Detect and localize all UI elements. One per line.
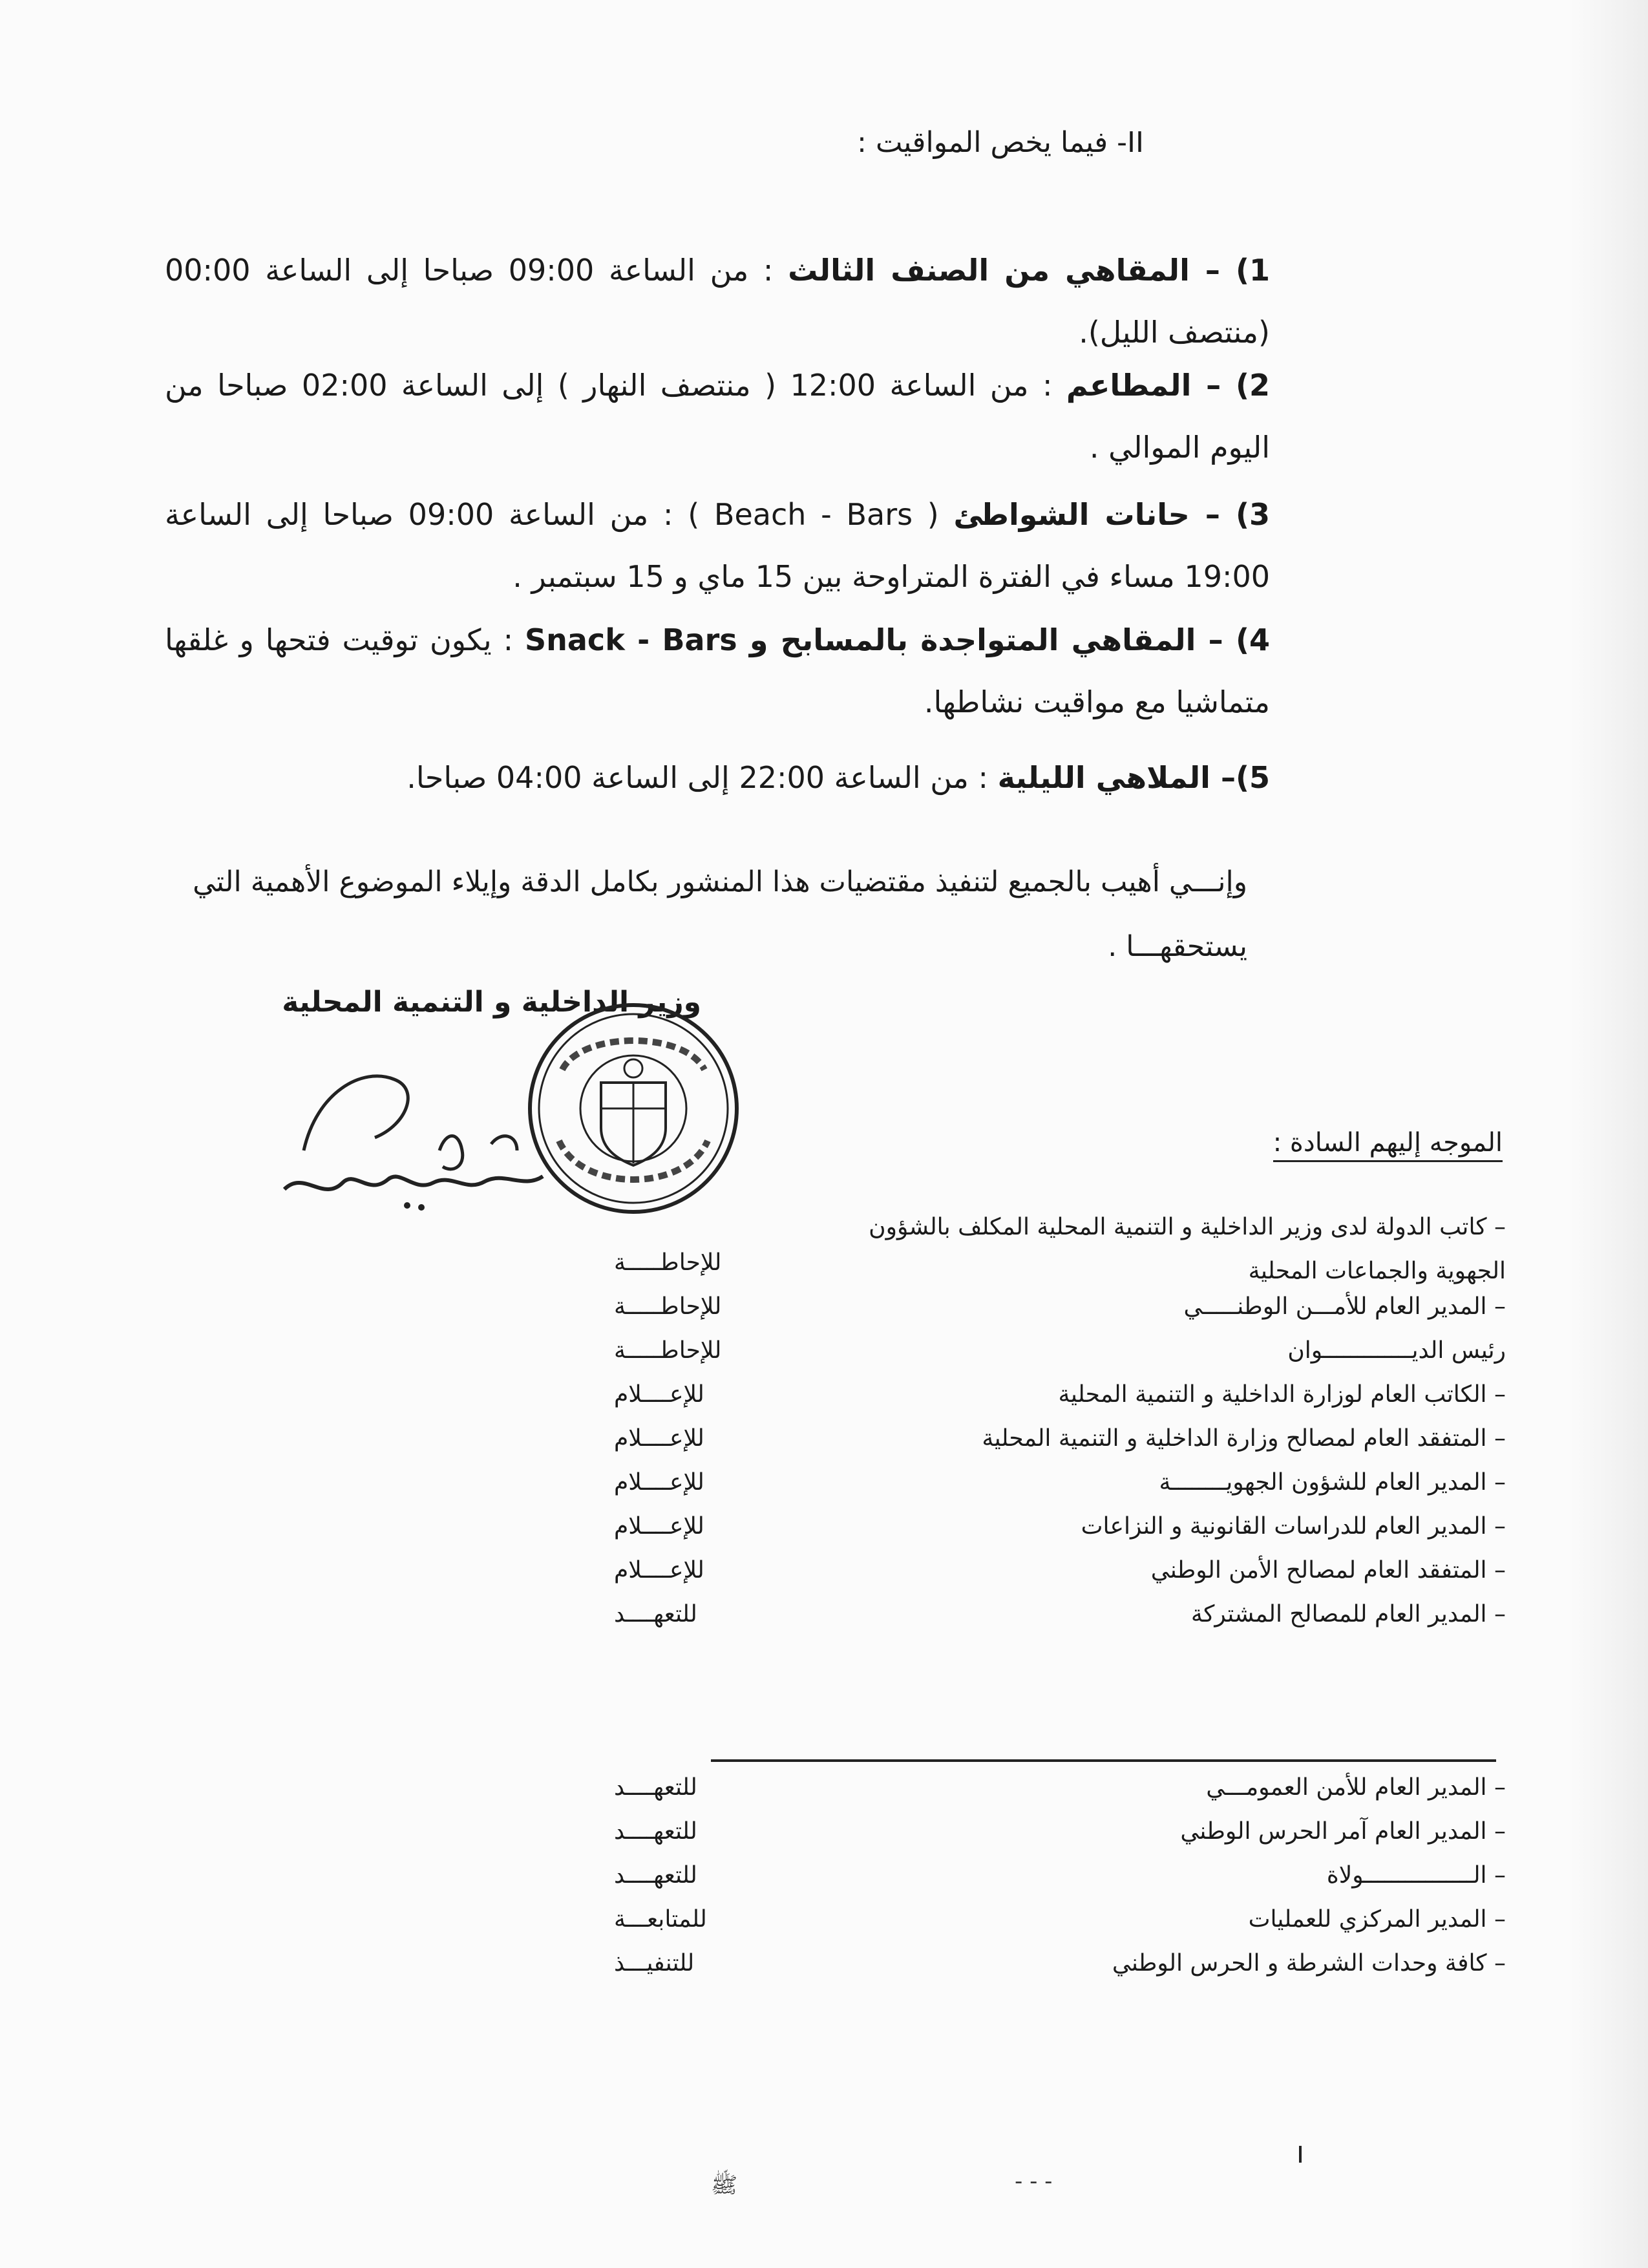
recipient-action: للإحاطـــــة [614, 1293, 722, 1320]
handwritten-signature [246, 1054, 569, 1222]
recipient-action: للتعهــــد [614, 1774, 697, 1801]
recipient-action: للإعــــلام [614, 1381, 704, 1408]
footer-mark: ﷺ [711, 2172, 738, 2198]
recipient-label: – كافة وحدات الشرطة و الحرس الوطني [1112, 1950, 1506, 1977]
schedule-item-2-title: 2) – المطاعم [1066, 368, 1271, 403]
footer-tick [1299, 2146, 1302, 2163]
recipient-label: – المدير العام للمصالح المشتركة [1190, 1601, 1506, 1627]
recipient-row [614, 1862, 1506, 1906]
recipient-label: – المدير العام للأمن العمومـــي [1206, 1774, 1506, 1801]
recipients-title: الموجه إليهم السادة : [1273, 1128, 1503, 1162]
recipient-action: للإعــــلام [614, 1469, 704, 1496]
page-fold-shadow [1570, 0, 1648, 2268]
section-heading: II- فيما يخص المواقيت : [857, 126, 1144, 159]
schedule-item-2-text: : من الساعة 12:00 ( منتصف النهار ) إلى الساعة 02:00 صباحا من اليوم الموالي . [165, 368, 1270, 465]
recipient-label: – كاتب الدولة لدى وزير الداخلية و التنمية المحلية المكلف بالشؤون الجهوية والجماعات المحلية [869, 1214, 1506, 1284]
recipient-row [614, 1469, 1506, 1513]
recipient-label: – المتفقد العام لمصالح الأمن الوطني [1150, 1557, 1506, 1584]
recipient-action: للتعهــــد [614, 1601, 697, 1627]
recipient-label: – المدير المركزي للعمليات [1248, 1906, 1506, 1933]
footer-dash: - - - [1015, 2168, 1053, 2194]
recipients-list-2 [614, 1774, 1506, 1994]
recipient-row [614, 1381, 1506, 1425]
schedule-item-1-title: 1) – المقاهي من الصنف الثالث [788, 253, 1270, 288]
recipient-action: للتعهــــد [614, 1818, 697, 1845]
recipient-row [614, 1337, 1506, 1381]
recipient-row [614, 1818, 1506, 1862]
minister-title: وزير الداخلية و التنمية المحلية [282, 986, 701, 1019]
official-seal [523, 999, 743, 1218]
recipient-label: – المدير العام آمر الحرس الوطني [1180, 1818, 1506, 1845]
recipient-row [614, 1293, 1506, 1337]
recipient-label: – الــــــــــــــــولاة [1326, 1862, 1506, 1889]
schedule-item-3-text: ( Beach - Bars ) : من الساعة 09:00 صباحا إلى الساعة 19:00 مساء في الفترة المتراوحة بين 15 ماي و 15 سبتمبر . [165, 497, 1270, 594]
schedule-item-1-text: : من الساعة 09:00 صباحا إلى الساعة 00:00 (منتصف الليل). [165, 253, 1270, 350]
schedule-item-4 [165, 609, 1270, 733]
schedule-item-5 [165, 747, 1270, 809]
recipient-row [614, 1205, 1506, 1293]
recipient-row [614, 1425, 1506, 1469]
closing-paragraph: وإنـــي أهيب بالجميع لتنفيذ مقتضيات هذا المنشور بكامل الدقة وإيلاء الموضوع الأهمية التي يستحقهـــا . [193, 865, 1247, 963]
recipient-action: للإحاطـــــة [614, 1249, 722, 1276]
schedule-item-2 [165, 354, 1270, 478]
schedule-item-1 [165, 239, 1270, 363]
recipient-row [614, 1950, 1506, 1994]
recipient-label: – المدير العام للدراسات القانونية و النزاعات [1081, 1513, 1506, 1540]
schedule-item-3 [165, 483, 1270, 608]
schedule-item-4-title: 4) – المقاهي المتواجدة بالمسابح و Snack - Bars [525, 622, 1271, 657]
schedule-item-5-text: : من الساعة 22:00 إلى الساعة 04:00 صباحا. [407, 760, 989, 795]
recipient-action: للإحاطـــــة [614, 1337, 722, 1364]
recipient-label: – المدير العام للشؤون الجهويــــــــة [1159, 1469, 1506, 1496]
recipient-row [614, 1557, 1506, 1601]
recipient-label: – الكاتب العام لوزارة الداخلية و التنمية المحلية [1058, 1381, 1506, 1408]
schedule-item-5-title: 5)– الملاهي الليلية [997, 760, 1270, 795]
recipient-label: – المدير العام للأمـــن الوطنـــــي [1183, 1293, 1506, 1320]
recipients-divider [711, 1759, 1496, 1762]
recipient-row [614, 1513, 1506, 1557]
recipients-list [614, 1205, 1506, 1645]
recipient-action: للإعــــلام [614, 1425, 704, 1452]
recipient-row [614, 1601, 1506, 1645]
recipient-label: – المتفقد العام لمصالح وزارة الداخلية و التنمية المحلية [982, 1425, 1506, 1452]
schedule-item-3-title: 3) – حانات الشواطئ [953, 497, 1270, 532]
recipient-row [614, 1906, 1506, 1950]
recipient-action: للتعهــــد [614, 1862, 697, 1889]
recipient-action: للتنفيـــذ [614, 1950, 695, 1977]
recipient-action: للإعــــلام [614, 1513, 704, 1540]
recipient-action: للمتابعـــة [614, 1906, 707, 1933]
recipient-action: للإعــــلام [614, 1557, 704, 1584]
recipient-row [614, 1774, 1506, 1818]
recipient-label: رئيس الديـــــــــــــوان [1287, 1337, 1506, 1364]
schedule-item-4-text: : يكون توقيت فتحها و غلقها متماشيا مع مواقيت نشاطها. [165, 622, 1270, 719]
